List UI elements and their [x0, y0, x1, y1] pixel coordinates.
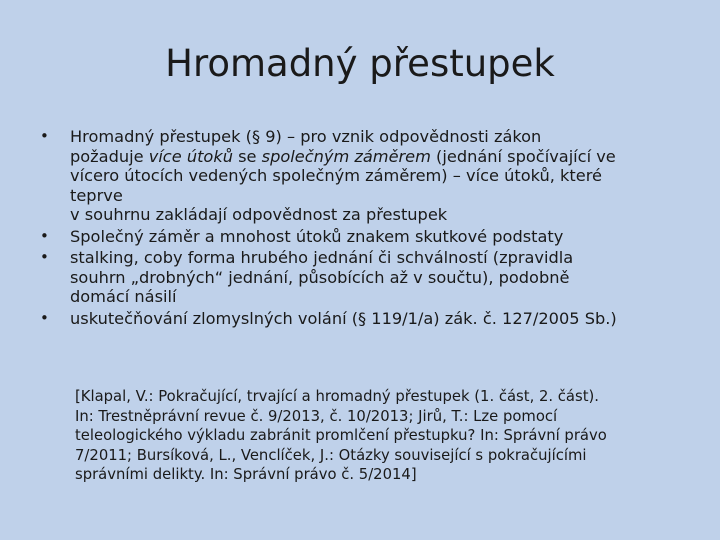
bullet-text: domácí násilí	[70, 287, 177, 306]
bullet-text: teprve	[70, 185, 123, 205]
bullet-item	[36, 127, 696, 225]
bullet-line	[70, 268, 696, 288]
bullet-item	[36, 248, 696, 307]
bullet-line	[70, 186, 696, 206]
bullet-line	[70, 227, 696, 247]
emphasized-text: více útoků	[148, 146, 233, 166]
reference-line: In: Trestněprávní revue č. 9/2013, č. 10/2013; Jirů, T.: Lze pomocí	[75, 407, 558, 425]
bullet-line	[70, 147, 696, 167]
bullet-text: požaduje	[70, 146, 149, 166]
bullet-item	[36, 227, 696, 247]
reference-line: 7/2011; Bursíková, L., Venclíček, J.: Otázky související s pokračujícími	[75, 446, 587, 464]
bullet-text: v souhrnu zakládají odpovědnost za přestupek	[70, 205, 448, 224]
bullet-text: (jednání spočívající ve	[430, 146, 616, 166]
reference-line: správními delikty. In: Správní právo č. 5/2014]	[75, 466, 417, 483]
bullet-line	[70, 309, 696, 329]
bullet-text: se	[232, 146, 262, 166]
bullet-text: Hromadný přestupek (§ 9) – pro vznik odpovědnosti zákon	[70, 127, 542, 146]
bullet-marker: •	[40, 127, 49, 145]
references-block	[75, 387, 675, 485]
reference-line: teleologického výkladu zabránit promlčení přestupku? In: Správní právo	[75, 427, 607, 444]
bullet-line	[70, 287, 696, 307]
bullet-text: stalking, coby forma hrubého jednání či schválností (zpravidla	[70, 248, 574, 267]
bullet-text: uskutečňování zlomyslných volání (§ 119/1/a) zák. č. 127/2005 Sb.)	[70, 308, 617, 328]
bullet-list	[36, 127, 696, 330]
bullet-line	[70, 127, 696, 147]
bullet-text: vícero útocích vedených společným záměrem) – více útoků, které	[70, 166, 602, 185]
bullet-marker: •	[40, 226, 49, 245]
bullet-marker: •	[40, 248, 49, 266]
bullet-item	[36, 309, 696, 329]
bullet-line	[70, 248, 696, 268]
bullet-text: Společný záměr a mnohost útoků znakem skutkové podstaty	[70, 226, 564, 246]
bullet-text: souhrn „drobných“ jednání, působících až v součtu), podobně	[70, 267, 570, 287]
reference-line: [Klapal, V.: Pokračující, trvající a hromadný přestupek (1. část, 2. část).	[75, 388, 599, 405]
emphasized-text: společným záměrem	[261, 146, 431, 166]
bullet-line	[70, 205, 696, 225]
slide-title: Hromadný přestupek	[165, 42, 555, 85]
bullet-marker: •	[40, 308, 49, 327]
bullet-line	[70, 166, 696, 186]
